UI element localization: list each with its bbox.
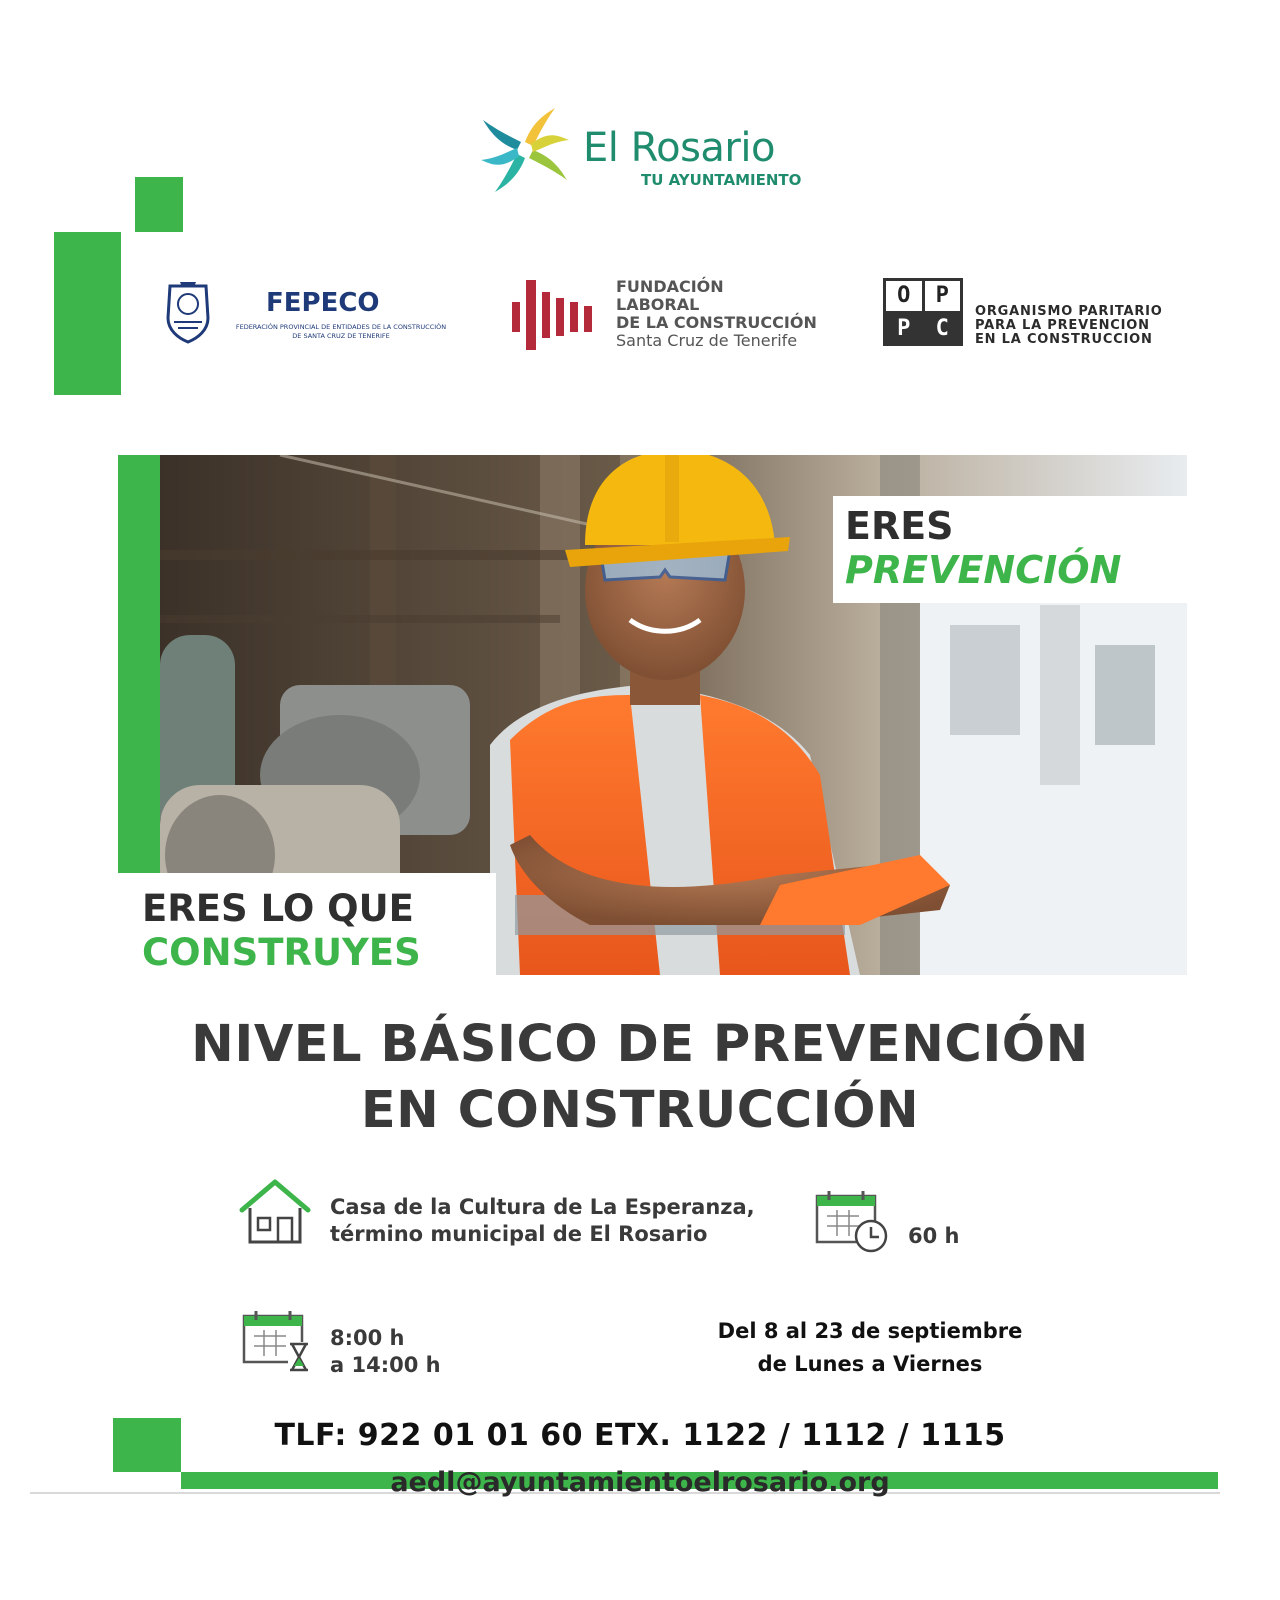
fepeco-seal-icon: [160, 278, 216, 344]
eres-text: ERES: [845, 504, 954, 548]
fundacion-text: [616, 278, 817, 350]
eres-lo-que-construyes-box: [118, 873, 496, 978]
el-rosario-name: El Rosario: [583, 125, 775, 171]
flower-logo-icon: [478, 105, 572, 195]
phone-contact: TLF: 922 01 01 60 ETX. 1122 / 1112 / 1115: [274, 1418, 1006, 1453]
house-icon: [238, 1178, 312, 1246]
construyes-text: CONSTRUYES: [142, 931, 421, 974]
schedule-start: 8:00 h: [330, 1326, 405, 1350]
fepeco-logo: [160, 278, 460, 348]
el-rosario-subtitle: TU AYUNTAMIENTO: [641, 171, 802, 189]
dates-line-1: Del 8 al 23 de septiembre: [717, 1319, 1023, 1343]
fundacion-line-1: FUNDACIÓN: [616, 277, 724, 296]
duration-text: 60 h: [908, 1224, 960, 1248]
oppc-letter: P: [925, 281, 961, 311]
prevencion-text: PREVENCIÓN: [845, 548, 1122, 592]
schedule-text: [330, 1325, 441, 1379]
oppc-line-3: EN LA CONSTRUCCION: [975, 332, 1153, 347]
oppc-letter: C: [925, 314, 961, 344]
decor-block-top-small: [135, 177, 183, 232]
eres-lo-que-text: ERES LO QUE: [142, 887, 414, 930]
oppc-line-1: ORGANISMO PARITARIO: [975, 304, 1163, 319]
location-text: [330, 1194, 755, 1248]
fundacion-bars-icon: [512, 280, 604, 350]
eres-prevencion-box: [833, 496, 1187, 603]
course-title-line-1: NIVEL BÁSICO DE PREVENCIÓN: [191, 1015, 1089, 1074]
oppc-logo: [883, 278, 1183, 348]
oppc-text: [975, 305, 1163, 347]
el-rosario-logo: [478, 105, 823, 195]
course-title: [100, 1012, 1180, 1144]
fepeco-full-line-1: FEDERACIÓN PROVINCIAL DE ENTIDADES DE LA CONSTRUCCIÓN: [235, 323, 447, 331]
decor-bar-photo-left: [118, 455, 160, 873]
dates-line-2: de Lunes a Viernes: [757, 1352, 983, 1376]
calendar-clock-icon: [815, 1190, 891, 1254]
fundacion-laboral-logo: [512, 278, 832, 353]
fepeco-full-line-2: DE SANTA CRUZ DE TENERIFE: [292, 332, 390, 340]
calendar-hourglass-icon: [242, 1310, 318, 1374]
fundacion-line-2: LABORAL: [616, 295, 700, 314]
fepeco-full-name: [222, 323, 460, 341]
decor-block-top-large: [54, 232, 121, 395]
oppc-letter: O: [886, 281, 922, 311]
email-contact[interactable]: aedl@ayuntamientoelrosario.org: [390, 1467, 890, 1498]
location-line-2: término municipal de El Rosario: [330, 1222, 708, 1246]
oppc-line-2: PARA LA PREVENCION: [975, 318, 1150, 333]
schedule-end: a 14:00 h: [330, 1353, 441, 1377]
fundacion-line-3: DE LA CONSTRUCCIÓN: [616, 313, 817, 332]
oppc-letter-grid: [883, 278, 963, 346]
course-dates: [650, 1315, 1090, 1381]
oppc-letter: P: [886, 314, 922, 344]
location-line-1: Casa de la Cultura de La Esperanza,: [330, 1195, 755, 1219]
course-title-line-2: EN CONSTRUCCIÓN: [360, 1081, 920, 1140]
fepeco-name: FEPECO: [266, 288, 380, 318]
fundacion-line-4: Santa Cruz de Tenerife: [616, 331, 798, 350]
